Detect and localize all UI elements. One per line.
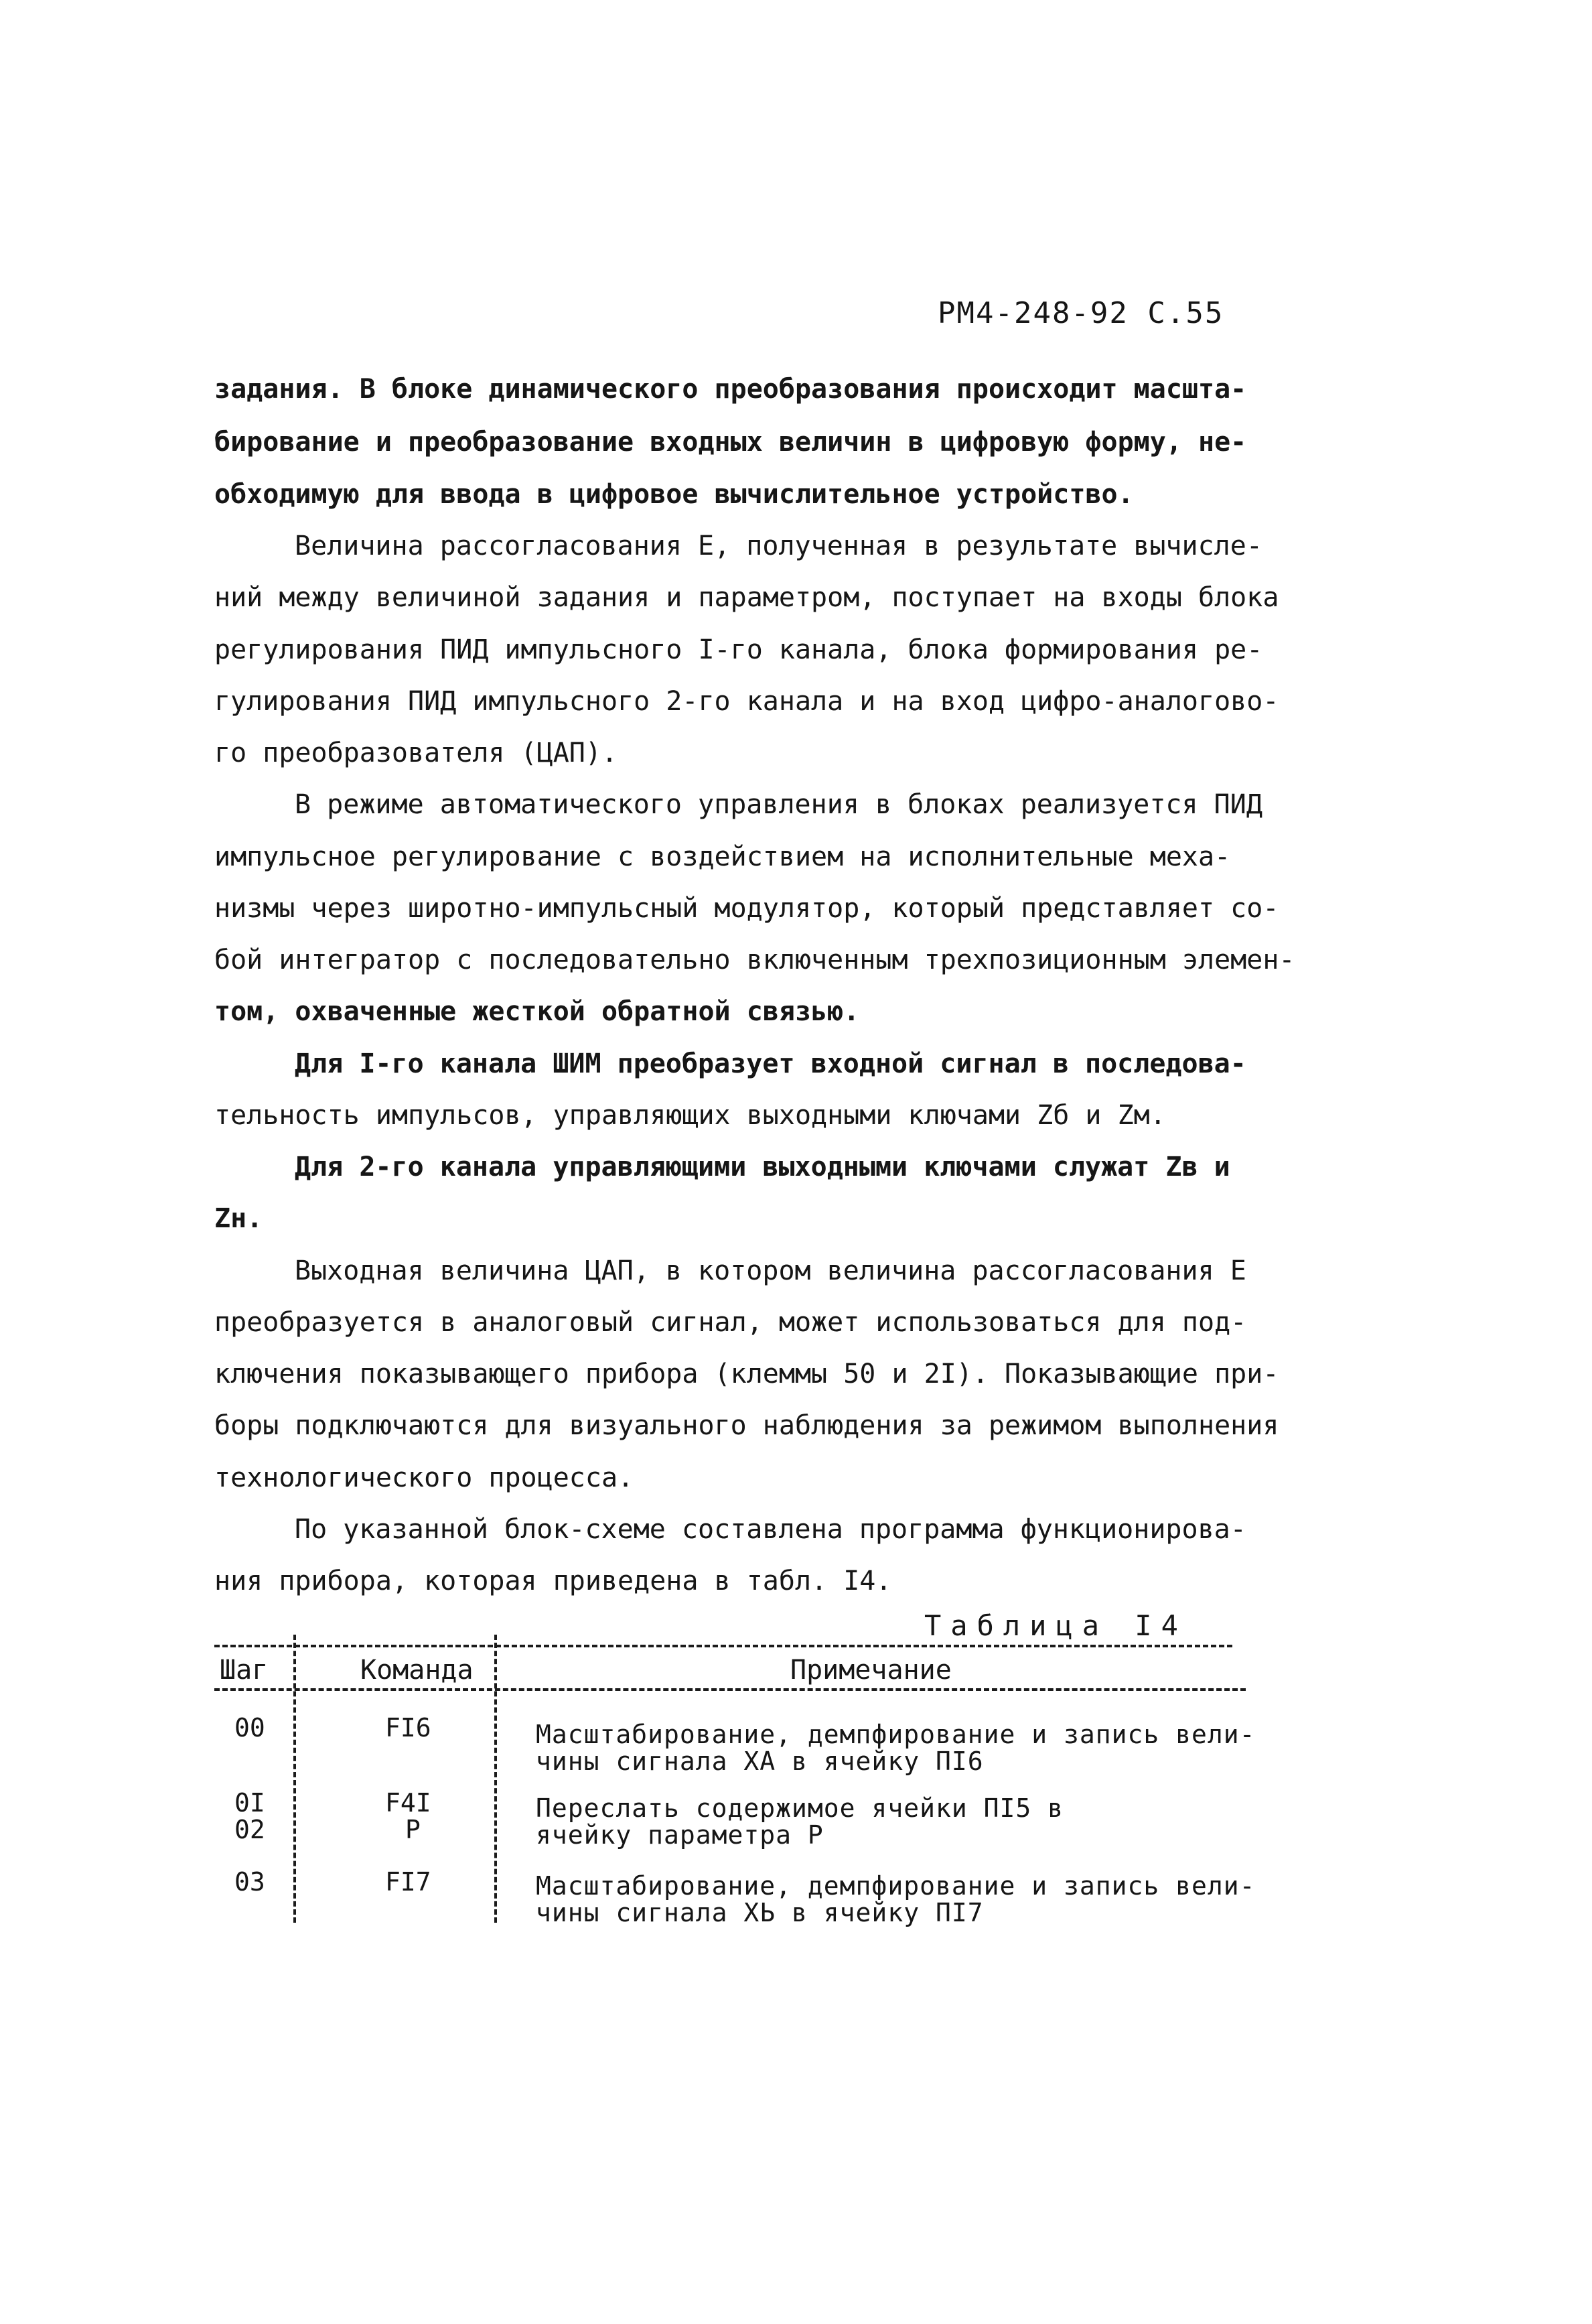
paragraph-line: гулирования ПИД импульсного 2-го канала и на вход цифро-аналогово- bbox=[214, 686, 1279, 717]
paragraph-line: задания. В блоке динамического преобразования происходит масшта- bbox=[214, 374, 1247, 405]
table-caption: Таблица I4 bbox=[924, 1609, 1187, 1642]
table-cell-step: 00 bbox=[234, 1713, 265, 1742]
paragraph-line: ключения показывающего прибора (клеммы 50 и 2I). Показывающие при- bbox=[214, 1359, 1279, 1389]
paragraph-line: бирование и преобразование входных величин в цифровую форму, не- bbox=[214, 427, 1247, 458]
paragraph-line: В режиме автоматического управления в блоках реализуется ПИД bbox=[295, 789, 1262, 820]
paragraph-line: импульсное регулирование с воздействием на исполнительные меха- bbox=[214, 841, 1231, 872]
paragraph-line: том, охваченные жесткой обратной связью. bbox=[214, 996, 860, 1027]
table-cell-note: Масштабирование, демпфирование и запись вели- bbox=[536, 1871, 1256, 1901]
paragraph-line: бой интегратор с последовательно включенным трехпозиционным элемен- bbox=[214, 945, 1295, 975]
paragraph-line: ний между величиной задания и параметром, поступает на входы блока bbox=[214, 582, 1279, 613]
paragraph-line: боры подключаются для визуального наблюдения за режимом выполнения bbox=[214, 1410, 1279, 1441]
paragraph-line: преобразуется в аналоговый сигнал, может использоваться для под- bbox=[214, 1307, 1247, 1338]
paragraph-line: ния прибора, которая приведена в табл. I4. bbox=[214, 1566, 892, 1596]
table-column-divider bbox=[494, 1635, 497, 1923]
paragraph-line: обходимую для ввода в цифровое вычислительное устройство. bbox=[214, 479, 1134, 510]
paragraph-line: Выходная величина ЦАП, в котором величина рассогласования Е bbox=[295, 1255, 1246, 1286]
table-header-step: Шаг bbox=[220, 1655, 269, 1686]
paragraph-line: По указанной блок-схеме составлена программа функционирова- bbox=[295, 1514, 1246, 1545]
paragraph-line: Zн. bbox=[214, 1203, 263, 1234]
table-cell-command: Р bbox=[405, 1815, 421, 1844]
table-cell-note: Масштабирование, демпфирование и запись вели- bbox=[536, 1720, 1256, 1749]
table-column-divider bbox=[293, 1635, 296, 1923]
table-top-rule bbox=[214, 1645, 1232, 1647]
table-cell-note: чины сигнала ХЬ в ячейку ПI7 bbox=[536, 1898, 984, 1927]
paragraph-line: тельность импульсов, управляющих выходными ключами Zб и Zм. bbox=[214, 1100, 1166, 1131]
table-cell-step: 03 bbox=[234, 1867, 265, 1897]
table-cell-command: FI6 bbox=[385, 1713, 431, 1742]
table-cell-note: Переслать содержимое ячейки ПI5 в bbox=[536, 1793, 1064, 1823]
table-header-note: Примечание bbox=[790, 1655, 952, 1686]
table-header-command: Команда bbox=[360, 1655, 474, 1686]
table-cell-step: 0I bbox=[234, 1788, 265, 1818]
paragraph-line: регулирования ПИД импульсного I-го канала, блока формирования ре- bbox=[214, 634, 1263, 665]
paragraph-line: го преобразователя (ЦАП). bbox=[214, 738, 618, 768]
table-cell-note: чины сигнала ХА в ячейку ПI6 bbox=[536, 1747, 984, 1776]
table-header-rule bbox=[214, 1688, 1246, 1691]
paragraph-line: Величина рассогласования Е, полученная в результате вычисле- bbox=[295, 531, 1262, 561]
paragraph-line: технологического процесса. bbox=[214, 1462, 634, 1493]
page-header: РМ4-248-92 С.55 bbox=[938, 296, 1224, 330]
table-cell-note: ячейку параметра Р bbox=[536, 1820, 824, 1850]
table-cell-command: F4I bbox=[385, 1788, 431, 1818]
paragraph-line: Для 2-го канала управляющими выходными ключами служат Zв и bbox=[295, 1152, 1230, 1182]
paragraph-line: Для I-го канала ШИМ преобразует входной сигнал в последова- bbox=[295, 1048, 1246, 1079]
paragraph-line: низмы через широтно-импульсный модулятор, который представляет со- bbox=[214, 893, 1279, 924]
table-cell-step: 02 bbox=[234, 1815, 265, 1844]
table-cell-command: FI7 bbox=[385, 1867, 431, 1897]
